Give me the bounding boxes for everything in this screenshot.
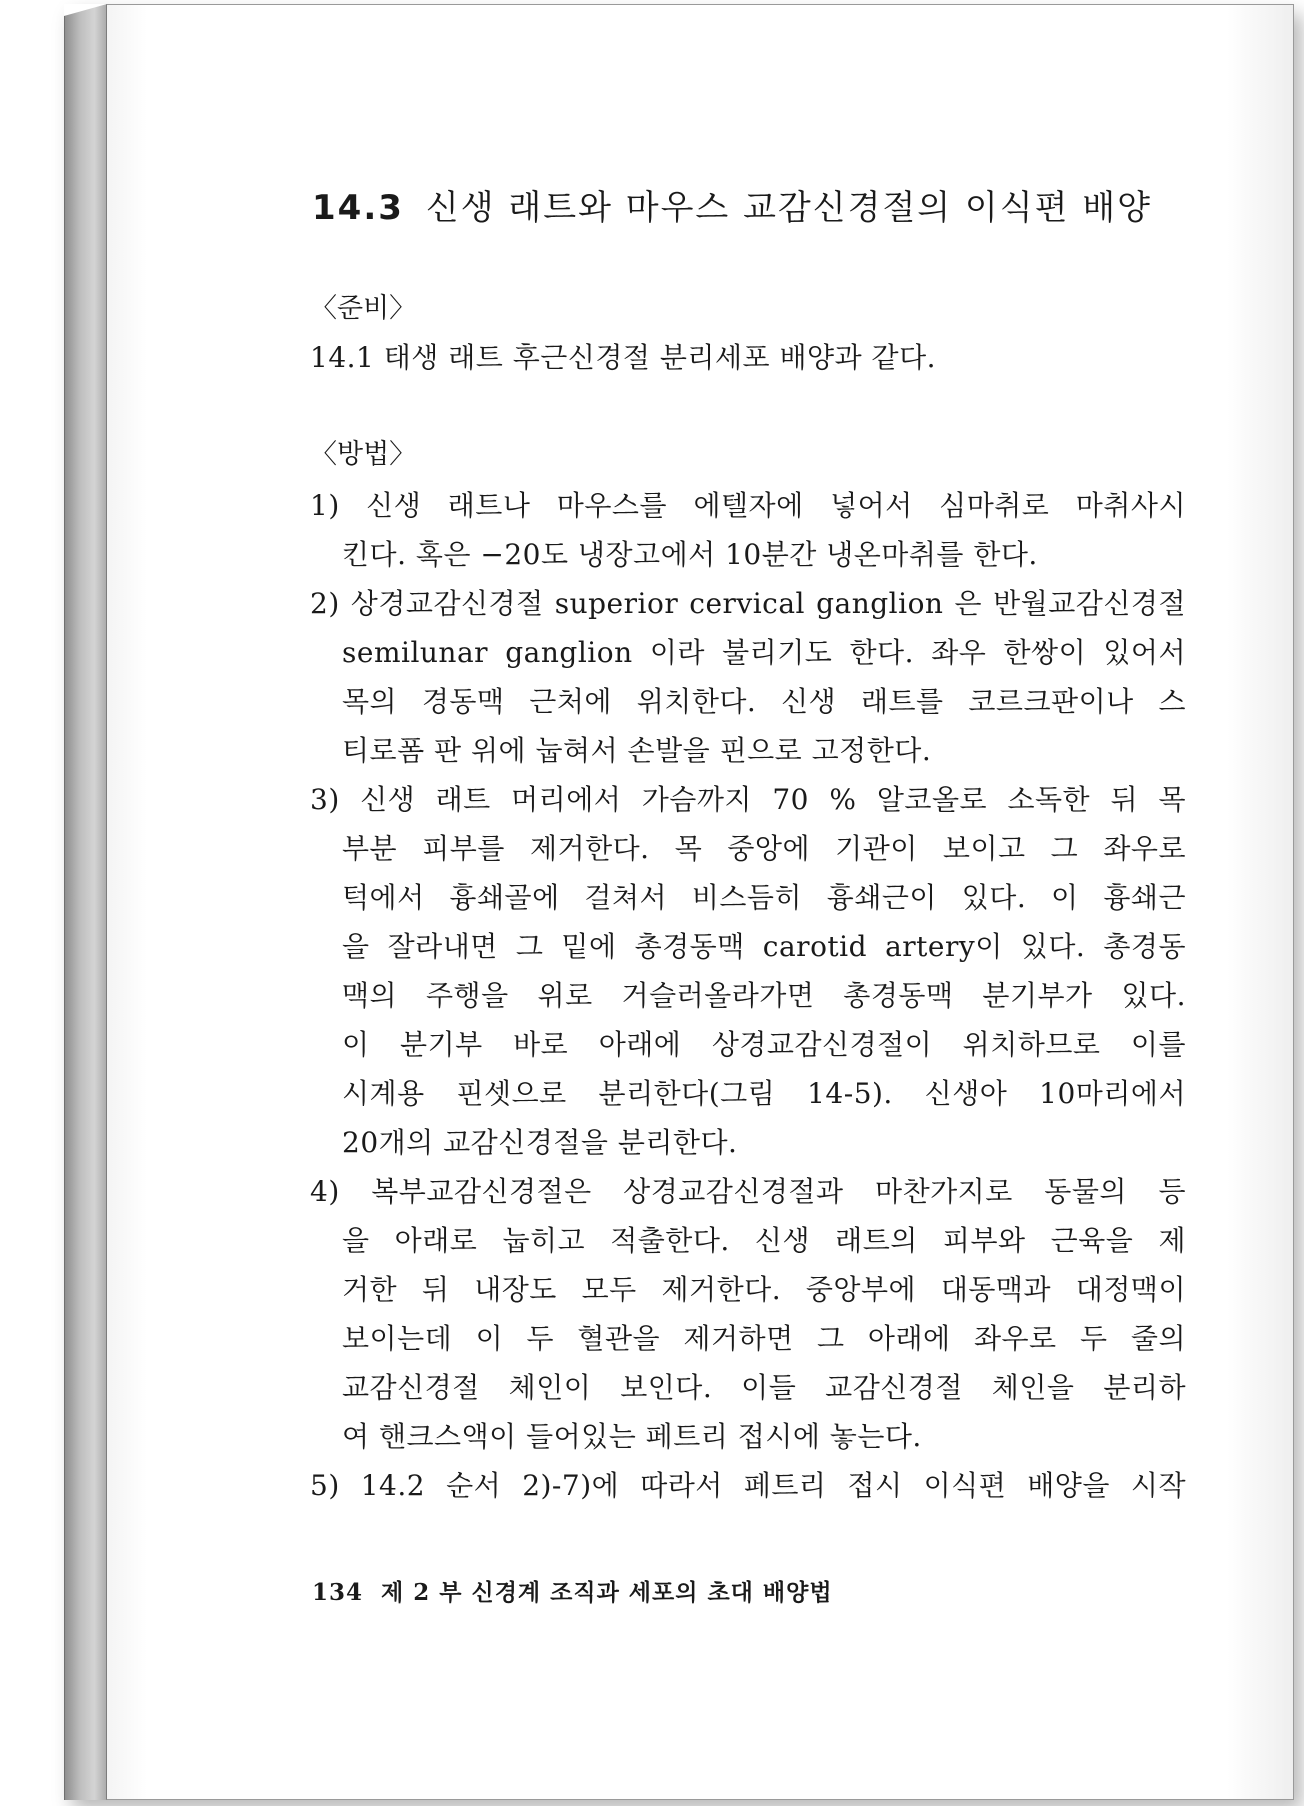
book-spine (64, 4, 107, 1800)
method-line: 4) 복부교감신경절은 상경교감신경절과 마찬가지로 동물의 등 (310, 1175, 1186, 1208)
method-line: 목의 경동맥 근처에 위치한다. 신생 래트를 코르크판이나 스 (342, 685, 1186, 718)
method-label: 〈방법〉 (310, 439, 417, 470)
method-line: 턱에서 흉쇄골에 걸쳐서 비스듬히 흉쇄근이 있다. 이 흉쇄근 (342, 881, 1186, 914)
preparation-text: 14.1 태생 래트 후근신경절 분리세포 배양과 같다. (310, 341, 937, 374)
method-line: 1) 신생 래트나 마우스를 에텔자에 넣어서 심마취로 마취사시 (310, 489, 1186, 522)
method-line: 을 잘라내면 그 밑에 총경동맥 carotid artery이 있다. 총경동 (342, 930, 1186, 963)
method-line: 킨다. 혹은 −20도 냉장고에서 10분간 냉온마취를 한다. (342, 538, 1038, 571)
method-line: semilunar ganglion 이라 불리기도 한다. 좌우 한쌍이 있어서 (342, 636, 1186, 669)
section-heading (312, 180, 1152, 229)
method-line: 티로폼 판 위에 눕혀서 손발을 핀으로 고정한다. (342, 734, 932, 767)
page-footer (312, 1574, 833, 1607)
method-line: 시계용 핀셋으로 분리한다(그림 14-5). 신생아 10마리에서 (342, 1077, 1186, 1110)
method-line: 을 아래로 눕히고 적출한다. 신생 래트의 피부와 근육을 제 (342, 1224, 1186, 1257)
method-line: 맥의 주행을 위로 거슬러올라가면 총경동맥 분기부가 있다. (342, 979, 1186, 1012)
method-line: 여 핸크스액이 들어있는 페트리 접시에 놓는다. (342, 1420, 922, 1453)
method-line: 부분 피부를 제거한다. 목 중앙에 기관이 보이고 그 좌우로 (342, 832, 1186, 865)
preparation-label: 〈준비〉 (310, 293, 417, 324)
method-line: 거한 뒤 내장도 모두 제거한다. 중앙부에 대동맥과 대정맥이 (342, 1273, 1186, 1306)
method-line: 보이는데 이 두 혈관을 제거하면 그 아래에 좌우로 두 줄의 (342, 1322, 1186, 1355)
method-line: 이 분기부 바로 아래에 상경교감신경절이 위치하므로 이를 (342, 1028, 1186, 1061)
page-number: 134 (312, 1579, 364, 1606)
running-title: 제 2 부 신경계 조직과 세포의 초대 배양법 (381, 1579, 833, 1606)
method-line: 20개의 교감신경절을 분리한다. (342, 1126, 738, 1159)
section-number: 14.3 (312, 188, 404, 228)
method-line: 교감신경절 체인이 보인다. 이들 교감신경절 체인을 분리하 (342, 1371, 1186, 1404)
method-line: 5) 14.2 순서 2)-7)에 따라서 페트리 접시 이식편 배양을 시작 (310, 1469, 1186, 1502)
method-line: 3) 신생 래트 머리에서 가슴까지 70 % 알코올로 소독한 뒤 목 (310, 783, 1186, 816)
section-title: 신생 래트와 마우스 교감신경절의 이식편 배양 (425, 188, 1152, 228)
method-line: 2) 상경교감신경절 superior cervical ganglion 은 반월교감신경절 (310, 587, 1186, 620)
